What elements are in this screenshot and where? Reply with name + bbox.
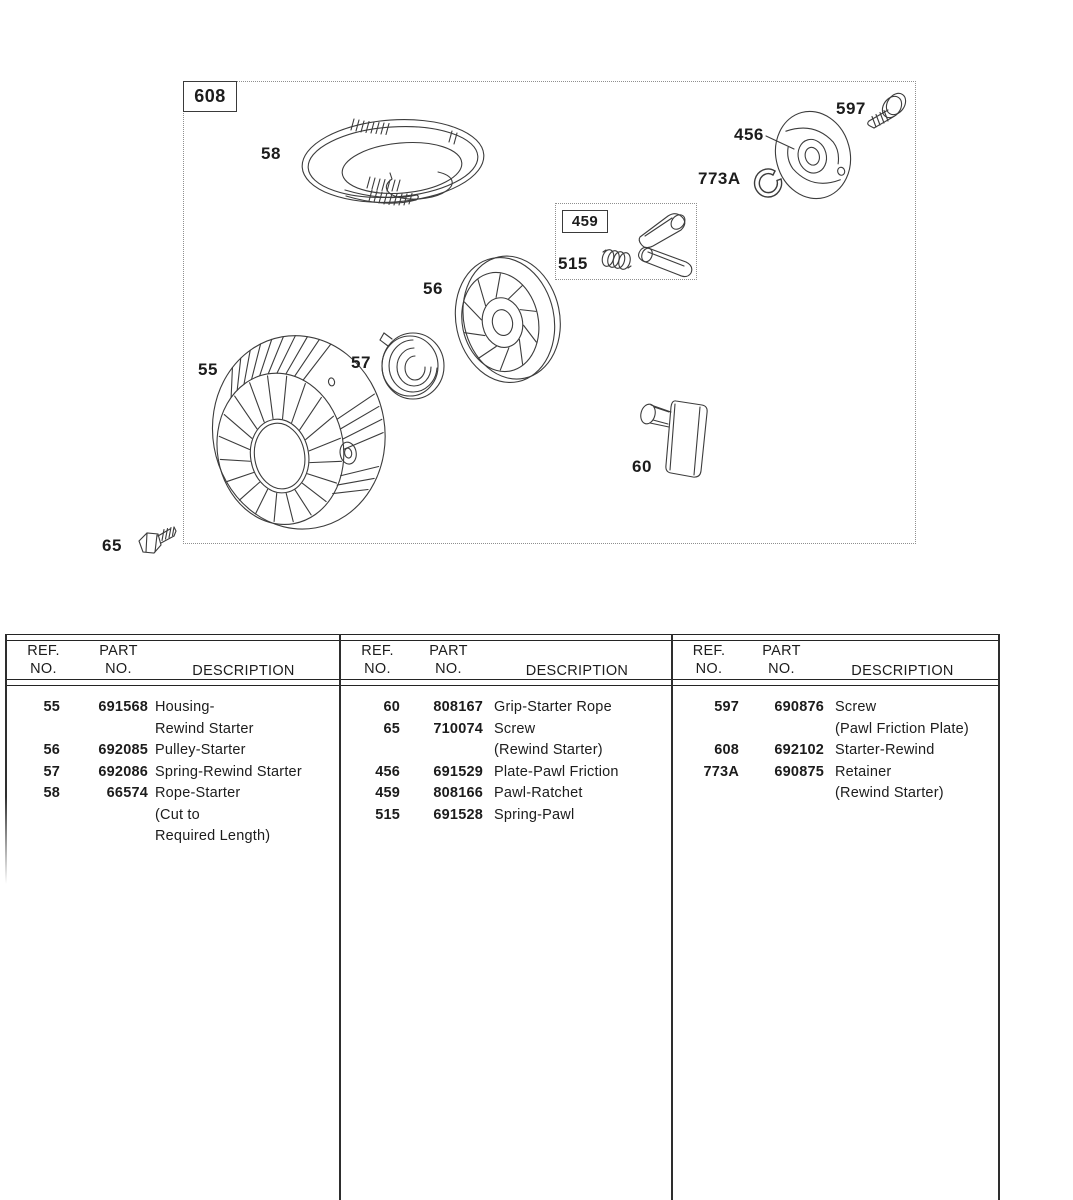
part-ref: 597	[714, 699, 739, 715]
table-body	[341, 697, 671, 826]
table-right-border	[998, 634, 1000, 1200]
part-description: Spring-Rewind Starter	[155, 763, 302, 780]
parts-column-1	[5, 643, 339, 848]
part-description: Starter-Rewind	[835, 742, 935, 758]
part-ref: 57	[43, 763, 60, 780]
part-number: 808167	[433, 699, 483, 715]
ref-no-header: REF. NO.	[361, 643, 394, 677]
parts-column-3	[673, 643, 998, 805]
part-description: Grip-Starter Rope	[494, 699, 612, 715]
part-description: Retainer (Rewind Starter)	[835, 763, 944, 801]
part-ref: 55	[43, 699, 60, 715]
part-row	[5, 762, 339, 784]
part-description: Screw (Pawl Friction Plate)	[835, 699, 969, 737]
part-no-header: PART NO.	[762, 643, 801, 677]
callout-screw-rewind: 65	[102, 536, 122, 555]
part-row	[5, 740, 339, 762]
part-number: 66574	[106, 785, 148, 801]
part-number: 710074	[433, 720, 483, 737]
part-row	[341, 719, 671, 762]
callout-retainer: 773A	[698, 169, 741, 188]
part-row	[341, 762, 671, 784]
table-header	[673, 643, 998, 680]
exploded-view-frame	[183, 81, 916, 544]
table-top-rule	[5, 634, 999, 641]
part-number: 692102	[774, 742, 824, 758]
part-number: 690875	[774, 763, 824, 780]
part-description: Plate-Pawl Friction	[494, 763, 619, 780]
callout-screw-pawl: 597	[836, 99, 866, 118]
part-number: 692085	[98, 742, 148, 758]
part-number: 692086	[98, 763, 148, 780]
starter-rewind-frame-label: 608	[183, 81, 237, 112]
part-row	[5, 697, 339, 740]
part-description: Screw (Rewind Starter)	[494, 720, 603, 758]
pawl-ratchet-frame-label: 459	[562, 210, 608, 233]
description-header: DESCRIPTION	[525, 662, 629, 679]
part-row	[341, 783, 671, 805]
part-ref: 65	[383, 720, 400, 737]
parts-column-2	[341, 643, 671, 826]
part-description: Rope-Starter (Cut to Required Length)	[155, 785, 271, 844]
callout-rope: 58	[261, 144, 281, 163]
part-ref: 773A	[703, 763, 739, 780]
table-header	[5, 643, 339, 680]
part-description: Housing- Rewind Starter	[155, 699, 254, 737]
part-ref: 456	[375, 763, 400, 780]
rewind-screw-drawing	[139, 527, 176, 553]
part-number: 808166	[433, 785, 483, 801]
part-ref: 60	[383, 699, 400, 715]
table-header	[341, 643, 671, 680]
part-row	[673, 697, 998, 740]
callout-pulley: 56	[423, 279, 443, 298]
callout-grip: 60	[632, 457, 652, 476]
ref-no-header: REF. NO.	[27, 643, 60, 677]
description-header: DESCRIPTION	[851, 662, 954, 679]
part-description: Spring-Pawl	[494, 806, 575, 823]
part-no-header: PART NO.	[429, 643, 468, 677]
callout-friction-plate: 456	[734, 125, 764, 144]
table-body	[5, 697, 339, 848]
part-ref: 608	[714, 742, 739, 758]
part-row	[5, 783, 339, 848]
part-number: 691568	[98, 699, 148, 715]
part-description: Pawl-Ratchet	[494, 785, 583, 801]
callout-housing: 55	[198, 360, 218, 379]
callout-rewind-spring: 57	[351, 353, 371, 372]
part-ref: 56	[43, 742, 60, 758]
part-ref: 459	[375, 785, 400, 801]
part-number: 691528	[433, 806, 483, 823]
part-description: Pulley-Starter	[155, 742, 246, 758]
description-header: DESCRIPTION	[192, 662, 295, 679]
part-ref: 58	[43, 785, 60, 801]
part-ref: 515	[375, 806, 400, 823]
part-no-header: PART NO.	[99, 643, 138, 677]
table-body	[673, 697, 998, 805]
ref-no-header: REF. NO.	[692, 643, 726, 677]
part-row	[673, 762, 998, 805]
part-row	[341, 697, 671, 719]
part-number: 691529	[433, 763, 483, 780]
part-row	[341, 805, 671, 827]
part-row	[673, 740, 998, 762]
callout-pawl-spring: 515	[558, 254, 588, 273]
part-number: 690876	[774, 699, 824, 715]
